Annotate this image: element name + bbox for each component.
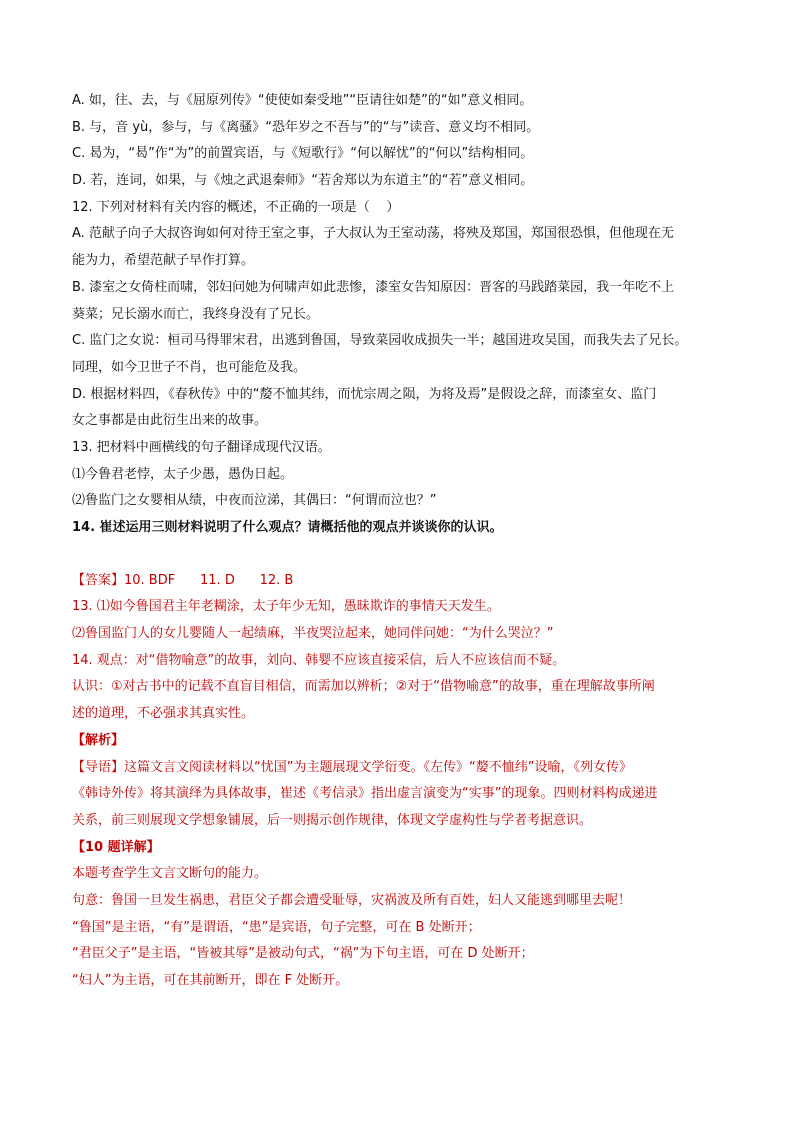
question-13-sentence-1: ⑴今鲁君老悖，太子少愚，愚伪日起。 (72, 466, 294, 482)
answer-14-understanding-2: 述的道理，不必强求其真实性。 (72, 706, 255, 722)
q10-detail-heading: 【10 题详解】 (72, 839, 160, 855)
q10-detail-line-5: “妇人”为主语，可在其前断开，即在 F 处断开。 (72, 973, 349, 988)
intro-line-1: 【导语】这篇文言文阅读材料以“忧国”为主题展现文学衍变。《左传》“嫠不恤纬”设喻，《列女传》 (72, 759, 632, 775)
intro-line-3: 关系，前三则展现文学想象铺展，后一则揭示创作规律，体现文学虚构性与学者考据意识。 (72, 812, 593, 828)
questions-section (72, 88, 732, 542)
question-14-stem: 14. 崔述运用三则材料说明了什么观点？请概括他的观点并谈谈你的认识。 (72, 520, 503, 535)
q12-option-d-line-2: 女之事都是由此衍生出来的故事。 (72, 413, 268, 429)
answer-13-line-2: ⑵鲁国监门人的女儿婴随人一起绩麻，半夜哭泣起来，她同伴问她：“为什么哭泣？” (72, 626, 554, 642)
intro-line-2: 《韩诗外传》将其演绎为具体故事，崔述《考信录》指出虚言演变为“实事”的现象。四则材料构成递进 (72, 786, 658, 802)
option-b-line: B. 与，音 yù，参与，与《离骚》“恐年岁之不吾与”的“与”读音、意义均不相同。 (72, 119, 540, 135)
q12-option-c-line-2: 同理，如今卫世子不肖，也可能危及我。 (72, 359, 307, 375)
section-gap (72, 542, 732, 568)
answer-key-line: 【答案】10. BDF 11. D 12. B (72, 572, 294, 588)
answer-section (72, 568, 732, 728)
q12-option-d-line-1: D. 根据材料四，《春秋传》中的“嫠不恤其纬，而忧宗周之陨，为将及焉”是假设之辞，而漆室女、监门 (72, 386, 657, 402)
q12-option-a-line-1: A. 范献子向子大叔咨询如何对待王室之事，子大叔认为王室动荡，将殃及郑国，郑国很恐惧，但他现在无 (72, 226, 674, 242)
answer-13-line-1: 13. ⑴如今鲁国君主年老糊涂，太子年少无知，愚昧欺诈的事情天天发生。 (72, 599, 500, 615)
q10-detail-line-2: 句意：鲁国一旦发生祸患，君臣父子都会遭受耻辱，灾祸波及所有百姓，妇人又能逃到哪里去呢！ (72, 892, 632, 908)
document-page (72, 88, 732, 995)
q12-option-b-line-1: B. 漆室之女倚柱而啸，邻妇问她为何啸声如此悲惨，漆室女告知原因：晋客的马践踏菜园，我一年吃不上 (72, 279, 675, 295)
analysis-heading: 【解析】 (72, 732, 125, 748)
q12-option-a-line-2: 能为力，希望范献子早作打算。 (72, 253, 255, 269)
option-a-line: A. 如，往、去，与《屈原列传》“使使如秦受地”“臣请往如楚”的“如”意义相同。 (72, 93, 533, 108)
option-c-line: C. 曷为，“曷”作“为”的前置宾语，与《短歌行》“何以解忧”的“何以”结构相同。 (72, 146, 534, 162)
analysis-section (72, 728, 732, 995)
q10-detail-line-3: “鲁国”是主语，“有”是谓语，“患”是宾语，句子完整，可在 B 处断开； (72, 919, 481, 935)
q10-detail-line-1: 本题考查学生文言文断句的能力。 (72, 866, 268, 882)
q12-option-b-line-2: 葵菜；兄长溺水而亡，我终身没有了兄长。 (72, 306, 320, 322)
answer-14-understanding-1: 认识：①对古书中的记载不直盲目相信，而需加以辨析；②对于“借物喻意”的故事，重在理解故事所阐 (72, 679, 655, 695)
q10-detail-line-4: “君臣父子”是主语，“皆被其辱”是被动句式，“祸”为下句主语，可在 D 处断开； (72, 946, 534, 962)
q12-option-c-line-1: C. 监门之女说：桓司马得罪宋君，出逃到鲁国，导致菜园收成损失一半；越国进攻吴国，而我失去了兄长。 (72, 333, 688, 349)
question-13-stem: 13. 把材料中画横线的句子翻译成现代汉语。 (72, 439, 331, 455)
question-12-stem: 12. 下列对材料有关内容的概述，不正确的一项是（ ） (72, 199, 400, 215)
question-13-sentence-2: ⑵鲁监门之女婴相从绩，中夜而泣涕，其偶曰：“何谓而泣也？” (72, 493, 437, 509)
option-d-line: D. 若，连词，如果，与《烛之武退秦师》“若舍郑以为东道主”的“若”意义相同。 (72, 173, 534, 189)
answer-14-viewpoint: 14. 观点：对“借物喻意”的故事，刘向、韩婴不应该直接采信，后人不应该信而不疑。 (72, 652, 566, 668)
